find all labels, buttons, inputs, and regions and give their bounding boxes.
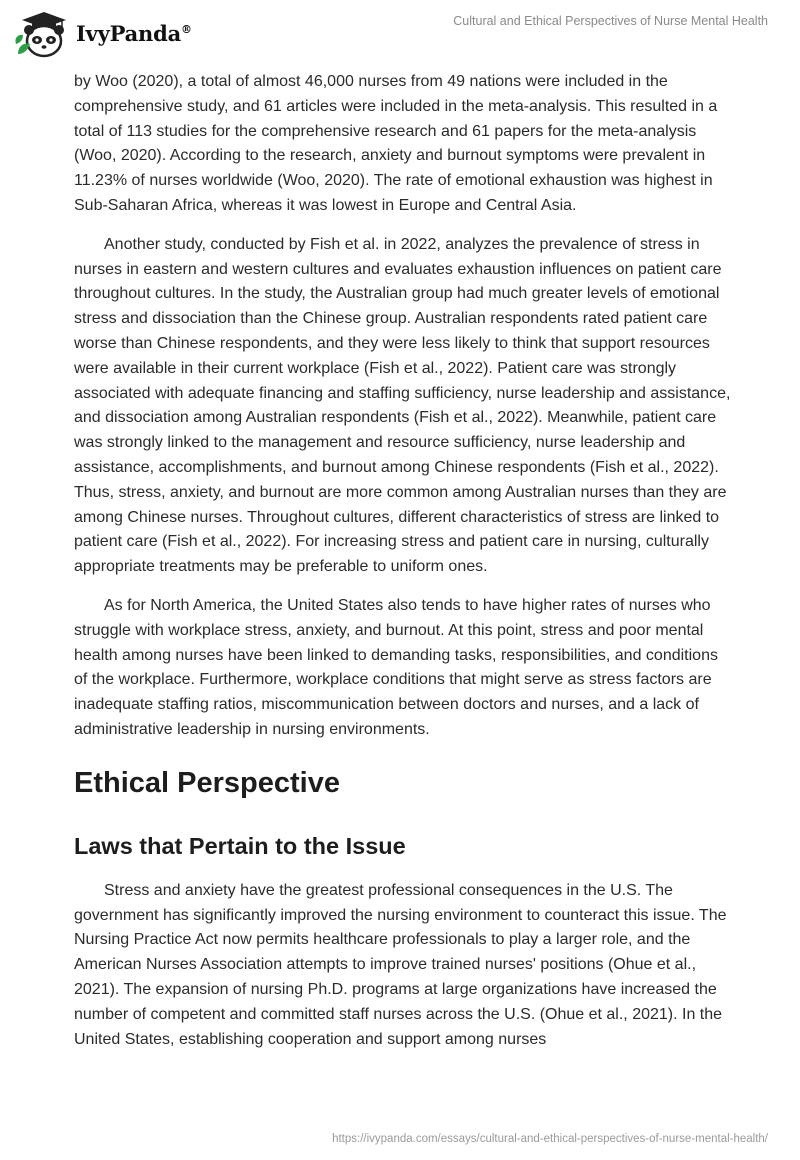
paragraph-woo-study: by Woo (2020), a total of almost 46,000 nurses from 49 nations were included in the comprehensive study, and 61 articles were included in the meta-analysis. This resulted in a total of 113 studies for the comprehensive research and 61 papers for the meta-analysis (Woo, 2020). According to the research, anxiety and burnout symptoms were prevalent in 11.23% of nurses worldwide (Woo, 2020). The rate of emotional exhaustion was highest in Sub-Saharan Africa, whereas it was lowest in Europe and Central Asia. (74, 73, 718, 214)
panda-logo-icon (12, 8, 72, 62)
registered-mark: ® (181, 22, 192, 36)
document-title: Cultural and Ethical Perspectives of Nurse Mental Health (453, 14, 768, 28)
paragraph-laws: Stress and anxiety have the greatest professional consequences in the U.S. The government has significantly improved the nursing environment to counteract this issue. The Nursing Practice Act now permits healthcare professionals to play a larger role, and the American Nurses Association attempts to improve trained nurses' positions (Ohue et al., 2021). The expansion of nursing Ph.D. programs at large organizations have increased the number of competent and committed staff nurses across the U.S. (Ohue et al., 2021). In the United States, establishing cooperation and support among nurses (74, 881, 727, 1048)
essay-content (74, 70, 734, 1066)
brand-text: IvyPanda (76, 20, 182, 46)
section-heading-ethical-perspective: Ethical Perspective (74, 766, 340, 799)
paragraph-north-america: As for North America, the United States also tends to have higher rates of nurses who struggle with workplace stress, anxiety, and burnout. At this point, stress and poor mental health among nurses have been linked to demanding tasks, responsibilities, and conditions of the workplace. Furthermore, workplace conditions that might serve as stress factors are inadequate staffing ratios, miscommunication between doctors and nurses, and a lack of administrative leadership in nursing environments. (74, 596, 718, 738)
source-url[interactable]: https://ivypanda.com/essays/cultural-and-ethical-perspectives-of-nurse-mental-health/ (332, 1133, 768, 1145)
ivypanda-logo[interactable] (12, 8, 192, 62)
brand-name (76, 21, 192, 46)
paragraph-fish-study: Another study, conducted by Fish et al. in 2022, analyzes the prevalence of stress in nurses in eastern and western cultures and evaluates exhaustion influences on patient care throughout cultures. In the study, the Australian group had much greater levels of emotional stress and dissociation than the Chinese group. Australian respondents rated patient care worse than Chinese respondents, and they were less likely to think that support resources were available in their current workplace (Fish et al., 2022). Patient care was strongly associated with adequate financing and staffing sufficiency, nurse leadership and assistance, and dissociation among Australian respondents (Fish et al., 2022). Meanwhile, patient care was strongly linked to the management and resource sufficiency, nurse leadership and assistance, accomplishments, and burnout among Chinese respondents (Fish et al., 2022). Thus, stress, anxiety, and burnout are more common among Australian nurses than they are among Chinese nurses. Throughout cultures, different characteristics of stress are linked to patient care (Fish et al., 2022). For increasing stress and patient care in nursing, culturally appropriate treatments may be preferable to uniform ones. (74, 235, 731, 576)
subsection-heading-laws: Laws that Pertain to the Issue (74, 832, 406, 859)
page-header (0, 0, 800, 70)
